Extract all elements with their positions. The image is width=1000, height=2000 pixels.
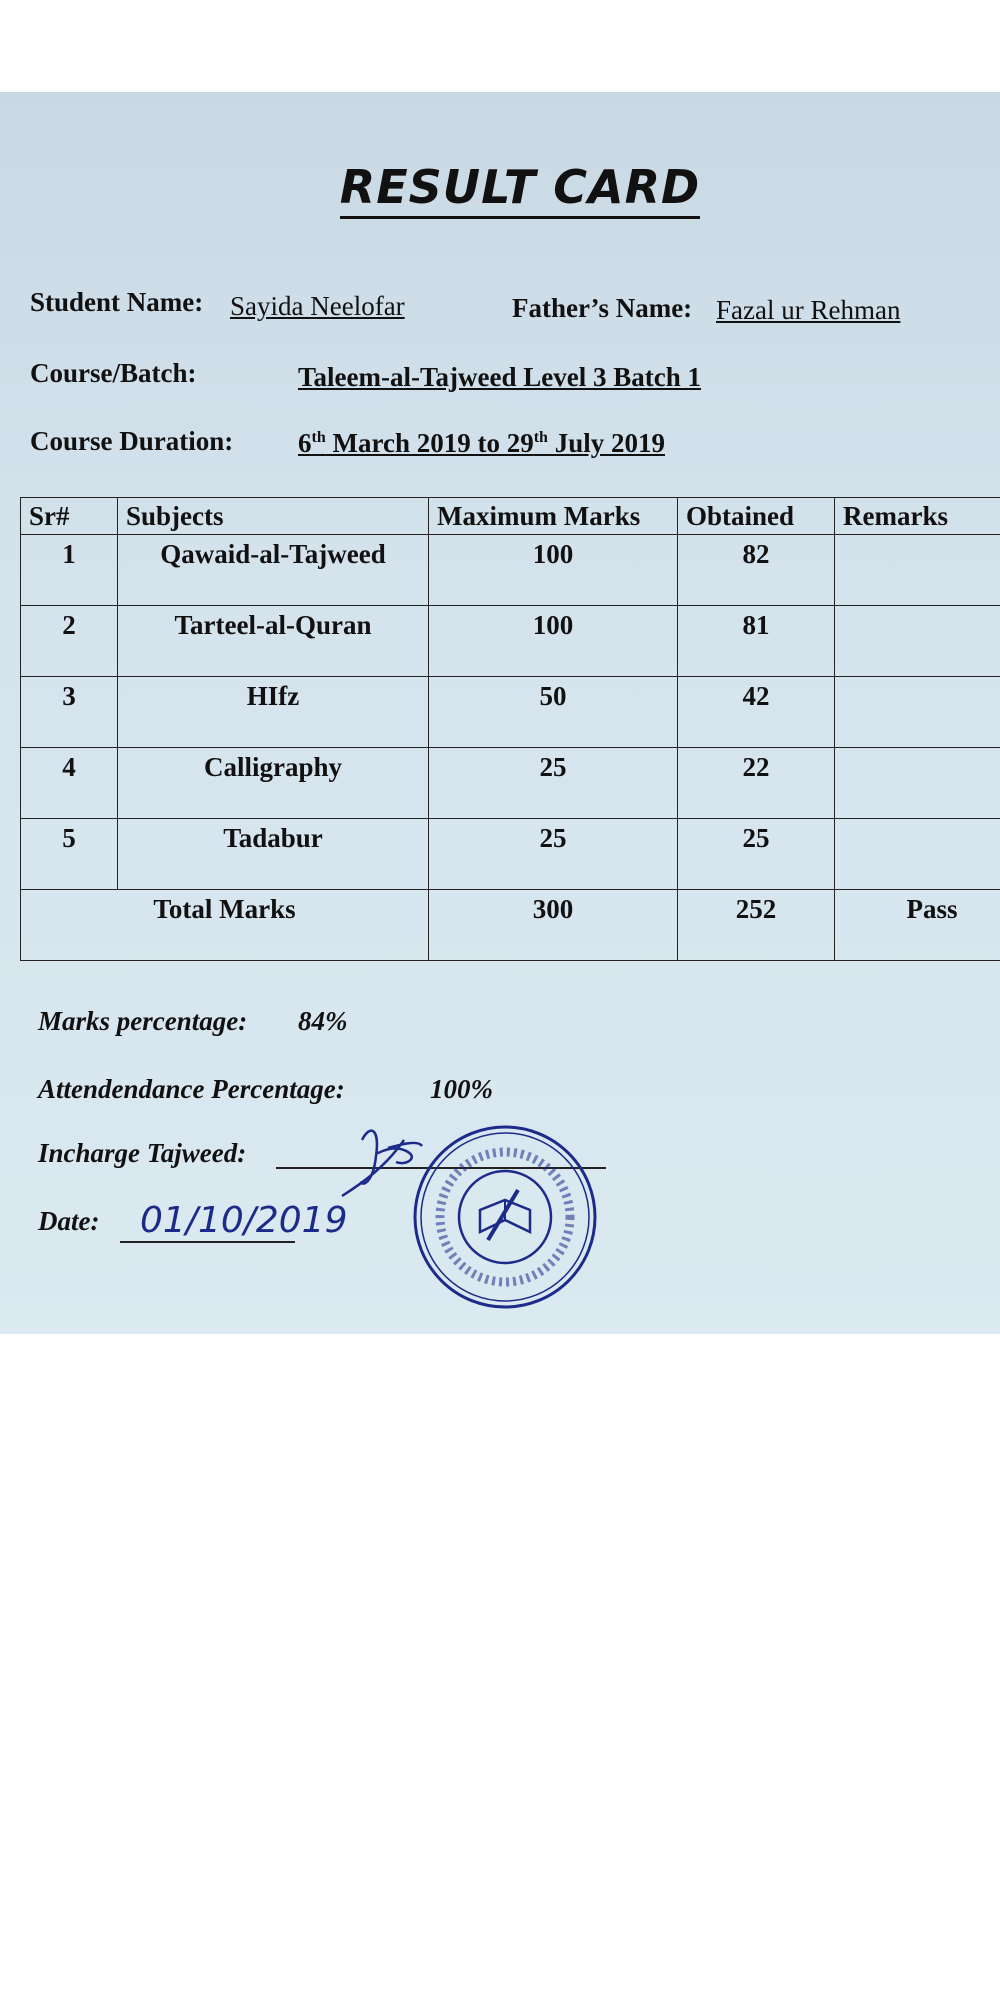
- date-line: [120, 1241, 295, 1243]
- total-remarks-cell: Pass: [835, 890, 1000, 961]
- table-row: [21, 748, 1000, 819]
- student-name-value: Sayida Neelofar: [230, 291, 405, 321]
- max-marks-cell: 25: [429, 748, 678, 819]
- max-marks-cell: 100: [429, 606, 678, 677]
- subject-cell: Qawaid-al-Tajweed: [118, 535, 429, 606]
- table-row: [21, 535, 1000, 606]
- max-marks-cell: 50: [429, 677, 678, 748]
- marks-percentage-label: Marks percentage:: [38, 1006, 248, 1036]
- table-row: [21, 819, 1000, 890]
- student-name-label: Student Name:: [30, 287, 204, 317]
- course-duration-value: 6th March 2019 to 29th July 2019: [298, 428, 665, 458]
- max-marks-cell: 100: [429, 535, 678, 606]
- table-row: [21, 677, 1000, 748]
- remarks-cell: [835, 606, 1000, 677]
- remarks-cell: [835, 819, 1000, 890]
- subject-cell: Calligraphy: [118, 748, 429, 819]
- father-name-label: Father’s Name:: [512, 293, 693, 323]
- sr-cell: 2: [21, 606, 118, 677]
- page-title: RESULT CARD: [0, 160, 1000, 214]
- father-name-value: Fazal ur Rehman: [716, 295, 901, 325]
- table-header-row: [21, 498, 1000, 535]
- attendance-percentage-label: Attendendance Percentage:: [38, 1074, 345, 1104]
- remarks-cell: [835, 748, 1000, 819]
- sr-cell: 4: [21, 748, 118, 819]
- obtained-cell: 25: [678, 819, 835, 890]
- obtained-cell: 82: [678, 535, 835, 606]
- total-max-cell: 300: [429, 890, 678, 961]
- remarks-cell: [835, 677, 1000, 748]
- course-batch-value: Taleem-al-Tajweed Level 3 Batch 1: [298, 362, 701, 392]
- results-table: [20, 497, 1000, 961]
- sr-cell: 1: [21, 535, 118, 606]
- marks-percentage-value: 84%: [298, 1006, 348, 1036]
- header-remarks: Remarks: [835, 498, 1000, 535]
- total-obtained-cell: 252: [678, 890, 835, 961]
- obtained-cell: 42: [678, 677, 835, 748]
- header-maximum-marks: Maximum Marks: [429, 498, 678, 535]
- total-label-cell: Total Marks: [21, 890, 429, 961]
- course-batch-label: Course/Batch:: [30, 358, 197, 388]
- table-row: [21, 606, 1000, 677]
- seal-stamp: [410, 1122, 600, 1312]
- attendance-percentage-value: 100%: [430, 1074, 493, 1104]
- subject-cell: Tadabur: [118, 819, 429, 890]
- obtained-cell: 22: [678, 748, 835, 819]
- subject-cell: Tarteel-al-Quran: [118, 606, 429, 677]
- total-row: [21, 890, 1000, 961]
- sr-cell: 5: [21, 819, 118, 890]
- subject-cell: HIfz: [118, 677, 429, 748]
- header-subjects: Subjects: [118, 498, 429, 535]
- remarks-cell: [835, 535, 1000, 606]
- sr-cell: 3: [21, 677, 118, 748]
- max-marks-cell: 25: [429, 819, 678, 890]
- incharge-label: Incharge Tajweed:: [38, 1138, 247, 1168]
- date-label: Date:: [38, 1206, 100, 1236]
- header-obtained: Obtained: [678, 498, 835, 535]
- course-duration-label: Course Duration:: [30, 426, 234, 456]
- header-sr: Sr#: [21, 498, 118, 535]
- obtained-cell: 81: [678, 606, 835, 677]
- date-value: 01/10/2019: [140, 1200, 348, 1241]
